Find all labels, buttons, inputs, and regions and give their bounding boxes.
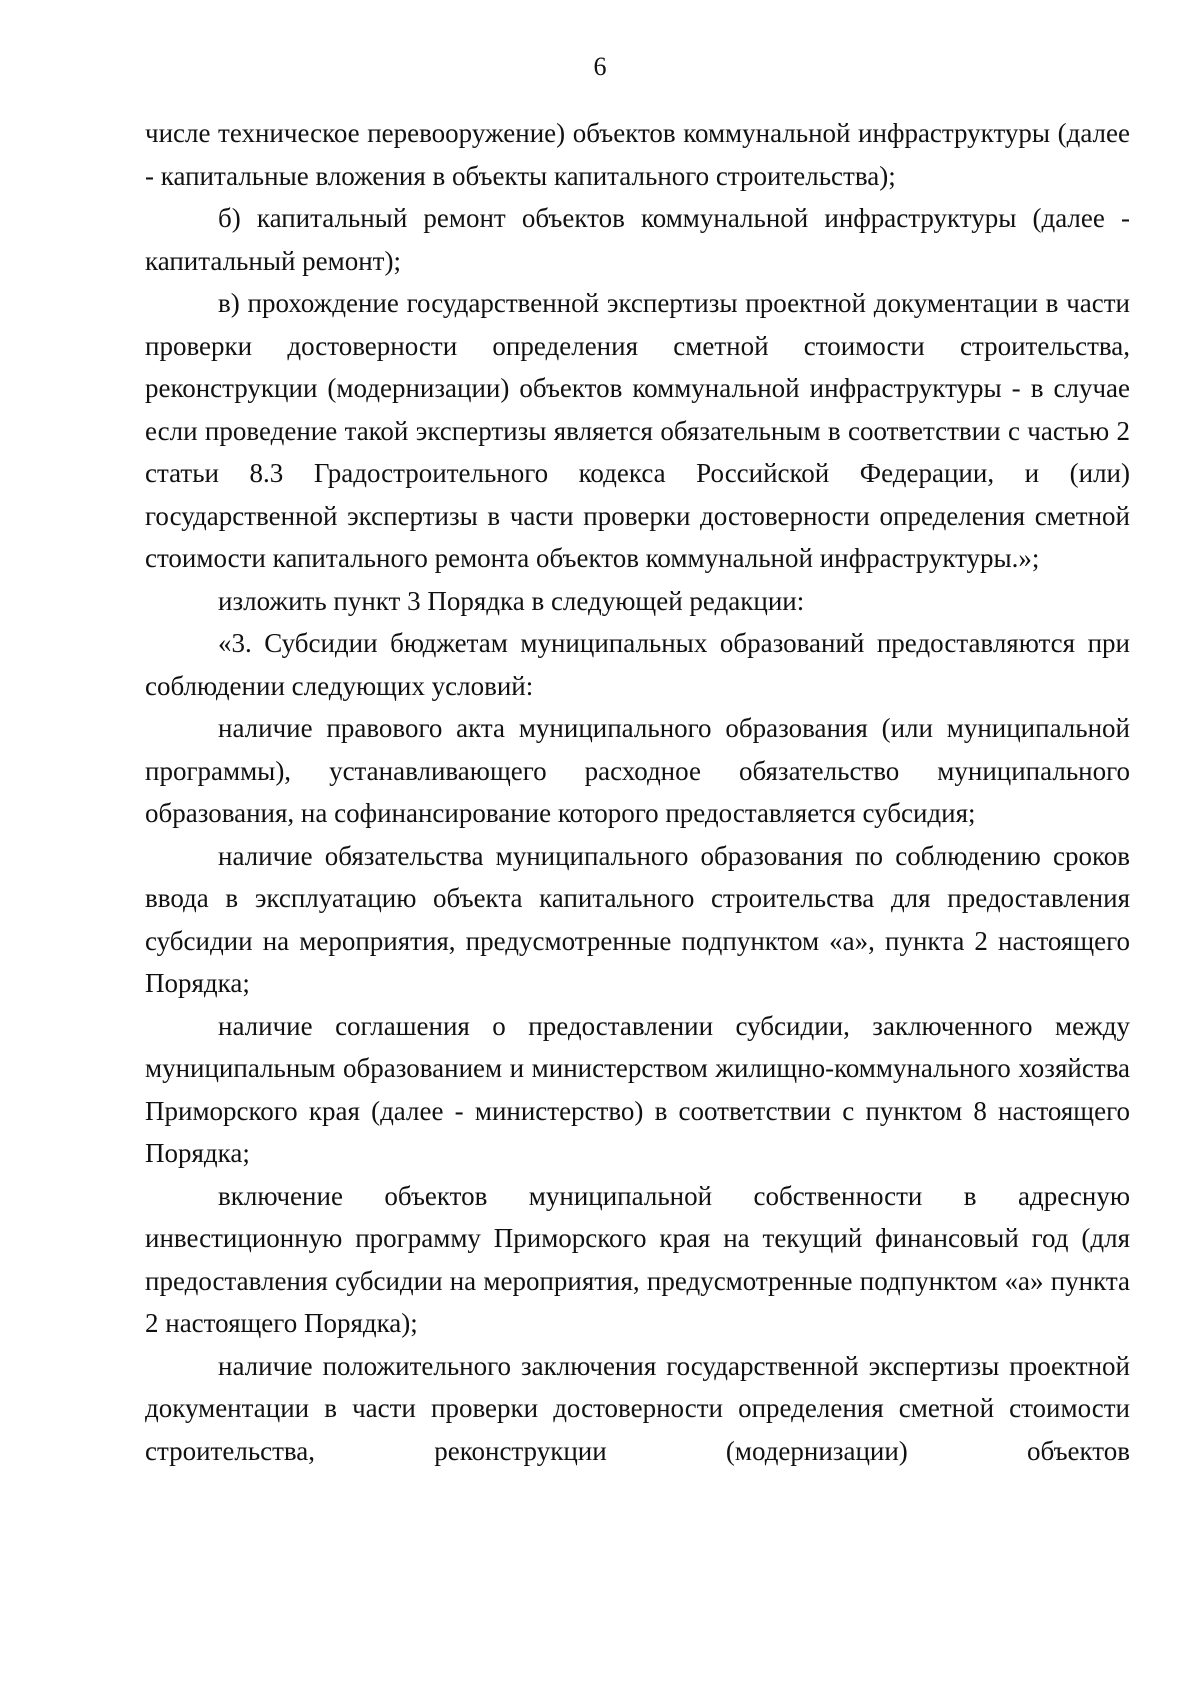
document-body [145, 112, 1130, 1472]
paragraph-condition-investment-program: включение объектов муниципальной собственности в адресную инвестиционную программу Приморского края на текущий финансовый год (для предоставления субсидии на мероприятия, предусмотренные подпунктом «а» пункта 2 настоящего Порядка); [145, 1180, 1130, 1338]
paragraph-condition-expertise: наличие положительного заключения государственной экспертизы проектной документации в части проверки достоверности определения сметной стоимости строительства, реконструкции (модернизации) объектов [145, 1350, 1130, 1466]
paragraph-continuation: числе техническое перевооружение) объектов коммунальной инфраструктуры (далее - капитальные вложения в объекты капитального строительства); [145, 118, 1130, 191]
paragraph-item-b: б) капитальный ремонт объектов коммунальной инфраструктуры (далее - капитальный ремонт); [145, 203, 1130, 276]
paragraph-condition-agreement: наличие соглашения о предоставлении субсидии, заключенного между муниципальным образованием и министерством жилищно-коммунального хозяйства Приморского края (далее - министерство) в соответствии с пунктом 8 настоящего Порядка; [145, 1010, 1130, 1168]
page-number: 6 [593, 52, 607, 81]
paragraph-amendment-instruction: изложить пункт 3 Порядка в следующей редакции: [218, 585, 805, 616]
paragraph-item-v: в) прохождение государственной экспертизы проектной документации в части проверки достоверности определения сметной стоимости строительства, реконструкции (модернизации) объектов коммунальной инфраструктуры - в случае если проведение такой экспертизы является обязательным в соответствии с частью 2 статьи 8.3 Градостроительного кодекса Российской Федерации, и (или) государственной экспертизы в части проверки достоверности определения сметной стоимости капитального ремонта объектов коммунальной инфраструктуры.»; [145, 288, 1130, 573]
paragraph-condition-legal-act: наличие правового акта муниципального образования (или муниципальной программы), устанавливающего расходное обязательство муниципального образования, на софинансирование которого предоставляется субсидия; [145, 713, 1130, 828]
paragraph-condition-commissioning: наличие обязательства муниципального образования по соблюдению сроков ввода в эксплуатацию объекта капитального строительства для предоставления субсидии на мероприятия, предусмотренные подпунктом «а», пункта 2 настоящего Порядка; [145, 840, 1130, 998]
paragraph-clause-3: «3. Субсидии бюджетам муниципальных образований предоставляются при соблюдении следующих условий: [145, 628, 1130, 701]
